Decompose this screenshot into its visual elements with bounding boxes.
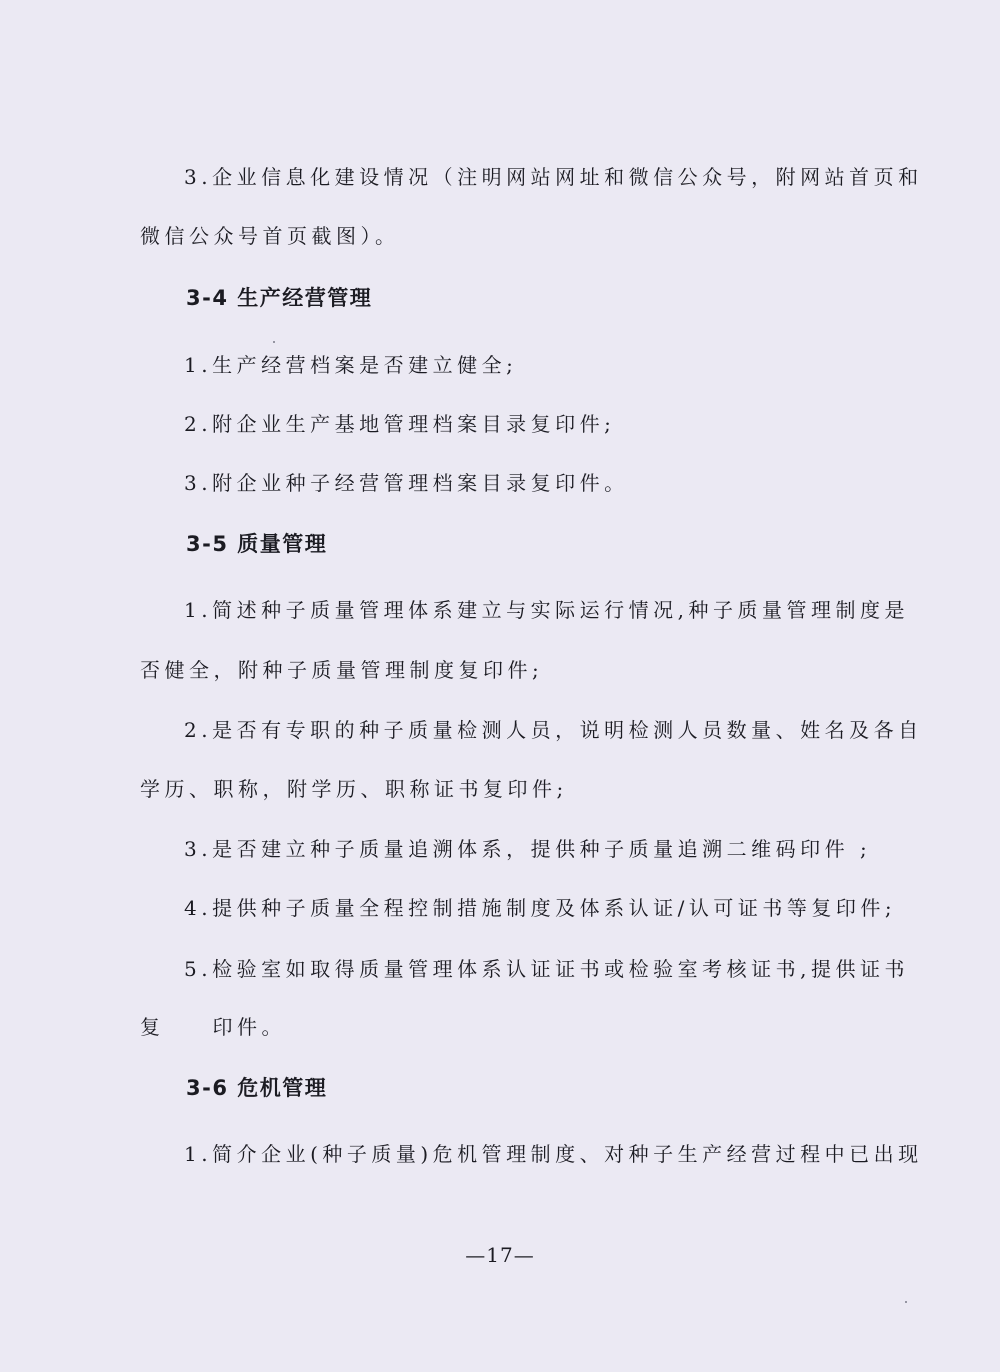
section-heading-3-5: 3-5 质量管理 xyxy=(186,532,328,556)
item-3-5-1-continuation: 否健全，附种子质量管理制度复印件; xyxy=(140,658,544,682)
item-3-5-2-continuation: 学历、职称，附学历、职称证书复印件; xyxy=(140,777,568,801)
section-heading-3-4: 3-4 生产经营管理 xyxy=(186,286,373,310)
section-heading-3-6: 3-6 危机管理 xyxy=(186,1076,328,1100)
continuation-part-2: 印件。 xyxy=(212,1015,286,1039)
item-3-4-3: 3.附企业种子经营管理档案目录复印件。 xyxy=(184,471,629,495)
scan-speck xyxy=(273,341,275,343)
item-3-5-1: 1.简述种子质量管理体系建立与实际运行情况,种子质量管理制度是 xyxy=(184,598,909,622)
item-3-5-5-continuation xyxy=(140,1013,880,1041)
continuation-part-1: 复 xyxy=(140,1015,165,1039)
scan-speck xyxy=(905,1301,907,1303)
item-3-continuation: 微信公众号首页截图）。 xyxy=(140,224,400,248)
item-3-information-construction: 3.企业信息化建设情况（注明网站网址和微信公众号，附网站首页和 xyxy=(184,165,923,189)
item-3-5-4: 4.提供种子质量全程控制措施制度及体系认证/认可证书等复印件; xyxy=(184,896,897,920)
item-3-5-3: 3.是否建立种子质量追溯体系，提供种子质量追溯二维码印件 ; xyxy=(184,837,872,861)
item-3-6-1: 1.简介企业(种子质量)危机管理制度、对种子生产经营过程中已出现 xyxy=(184,1142,923,1166)
page-number: —17— xyxy=(465,1243,535,1267)
item-3-5-2: 2.是否有专职的种子质量检测人员，说明检测人员数量、姓名及各自 xyxy=(184,718,923,742)
item-3-5-5: 5.检验室如取得质量管理体系认证证书或检验室考核证书,提供证书 xyxy=(184,957,909,981)
item-3-4-1: 1.生产经营档案是否建立健全; xyxy=(184,353,518,377)
item-3-4-2: 2.附企业生产基地管理档案目录复印件; xyxy=(184,412,616,436)
